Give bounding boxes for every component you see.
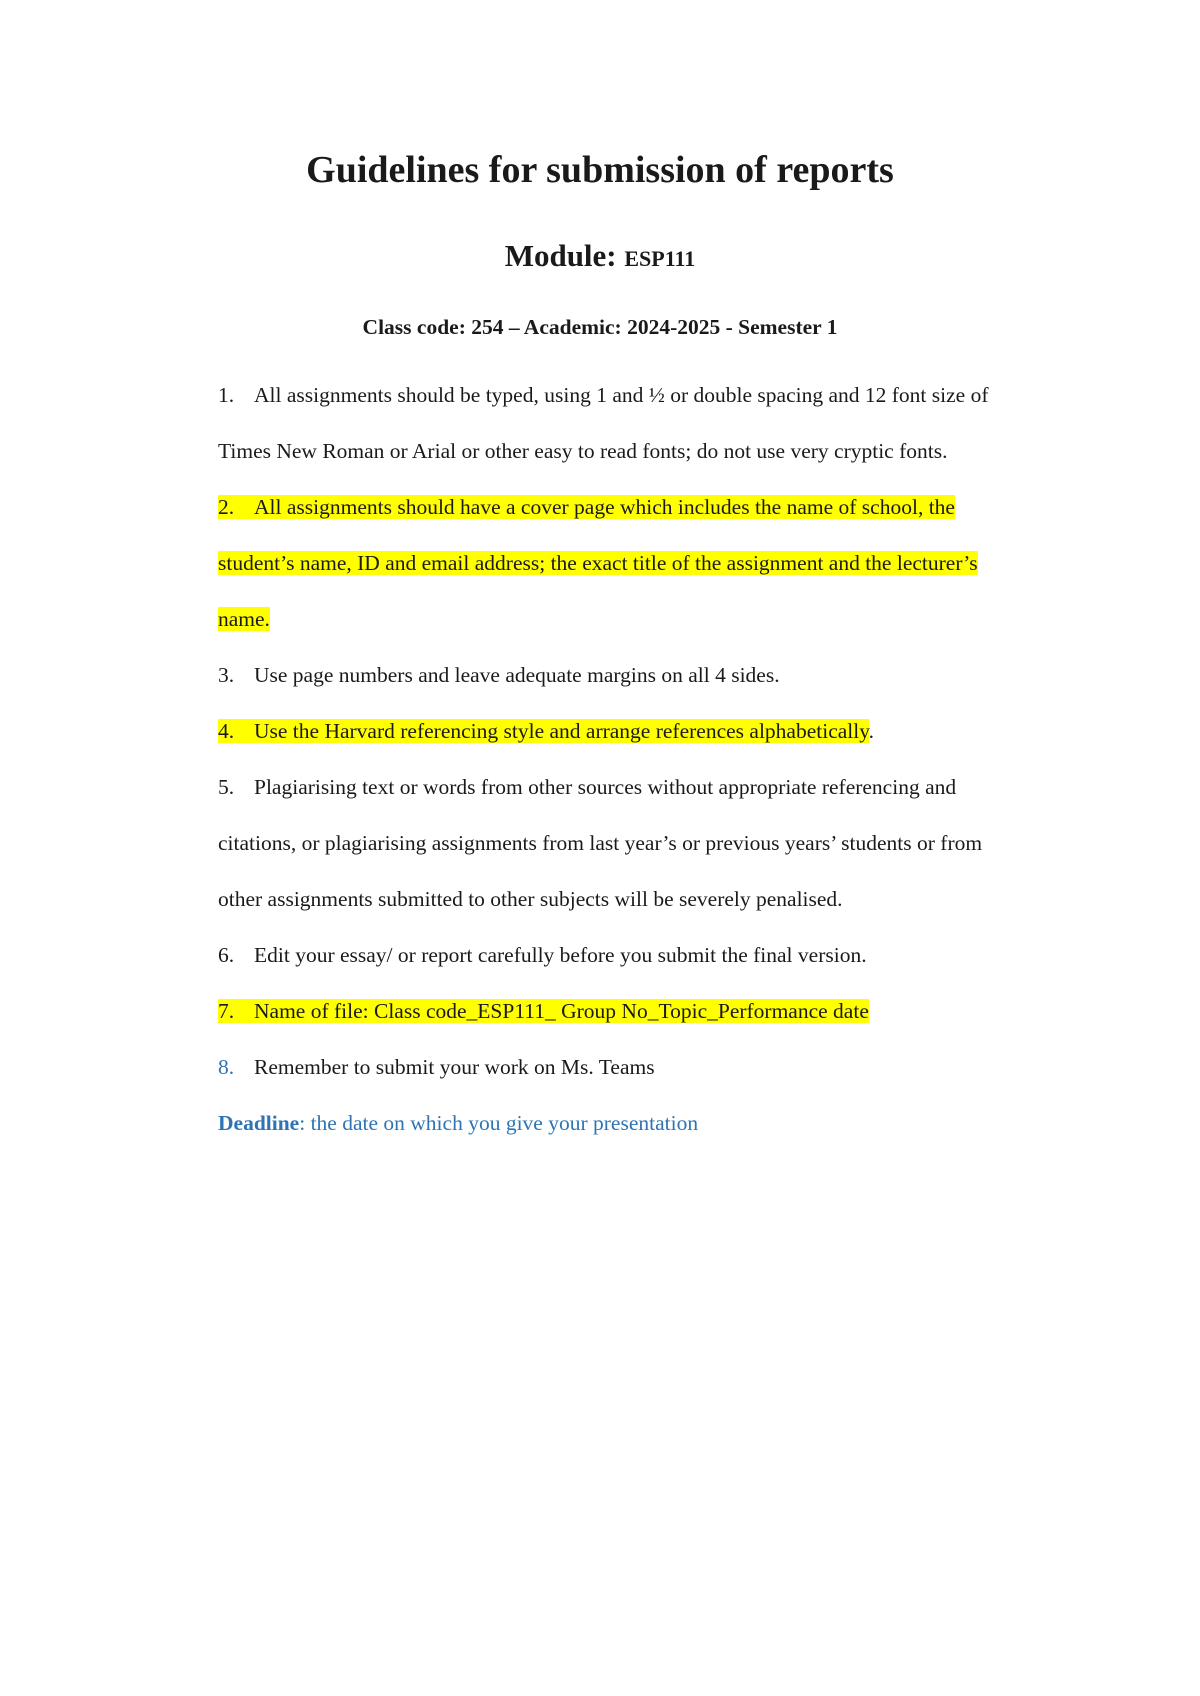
item-text: Use page numbers and leave adequate margins on all 4 sides. bbox=[254, 663, 780, 687]
module-label: Module: bbox=[504, 238, 617, 273]
item-text: All assignments should have a cover page which includes the name of school, the student’s name, ID and email address; the exact title of the assignment and the lecturer’s name. bbox=[218, 495, 978, 631]
item-text: Name of file: Class code_ESP111_ Group No_Topic_Performance date bbox=[254, 999, 869, 1023]
item-number: 6. bbox=[218, 943, 235, 967]
guideline-item-6 bbox=[218, 927, 1018, 983]
deadline-text: : the date on which you give your presentation bbox=[299, 1111, 699, 1135]
item-text: All assignments should be typed, using 1 and ½ or double spacing and 12 font size of Times New Roman or Arial or other easy to read fonts; do not use very cryptic fonts. bbox=[218, 383, 989, 463]
item-number: 4. bbox=[218, 719, 235, 743]
item-number: 2. bbox=[218, 495, 235, 519]
guideline-item-8 bbox=[218, 1039, 1018, 1095]
item-number: 3. bbox=[218, 663, 235, 687]
item-number: 1. bbox=[218, 383, 235, 407]
module-line bbox=[0, 236, 1200, 279]
item-trailing-period: . bbox=[868, 719, 874, 743]
guideline-item-2 bbox=[218, 479, 1018, 647]
guideline-item-4 bbox=[218, 703, 1018, 759]
item-text: Plagiarising text or words from other sources without appropriate referencing and citations, or plagiarising assignments from last year’s or previous years’ students or from other assignments submitted to other subjects will be severely penalised. bbox=[218, 775, 983, 911]
deadline-line bbox=[218, 1095, 1018, 1151]
item-number: 7. bbox=[218, 999, 235, 1023]
document-title: Guidelines for submission of reports bbox=[306, 149, 894, 191]
module-code: ESP111 bbox=[624, 246, 696, 271]
guideline-item-5 bbox=[218, 759, 1018, 927]
class-code-line: Class code: 254 – Academic: 2024-2025 - Semester 1 bbox=[362, 315, 838, 339]
item-text: Remember to submit your work on Ms. Teams bbox=[254, 1055, 655, 1079]
deadline-label: Deadline bbox=[218, 1111, 300, 1135]
guidelines-list bbox=[218, 367, 1018, 1151]
guideline-item-7 bbox=[218, 983, 1018, 1039]
item-text: Edit your essay/ or report carefully before you submit the final version. bbox=[254, 943, 867, 967]
guideline-item-1 bbox=[218, 367, 1018, 479]
guideline-item-3 bbox=[218, 647, 1018, 703]
item-text: Use the Harvard referencing style and arrange references alphabetically bbox=[254, 719, 869, 743]
item-number: 5. bbox=[218, 775, 235, 799]
item-number: 8. bbox=[218, 1055, 235, 1079]
